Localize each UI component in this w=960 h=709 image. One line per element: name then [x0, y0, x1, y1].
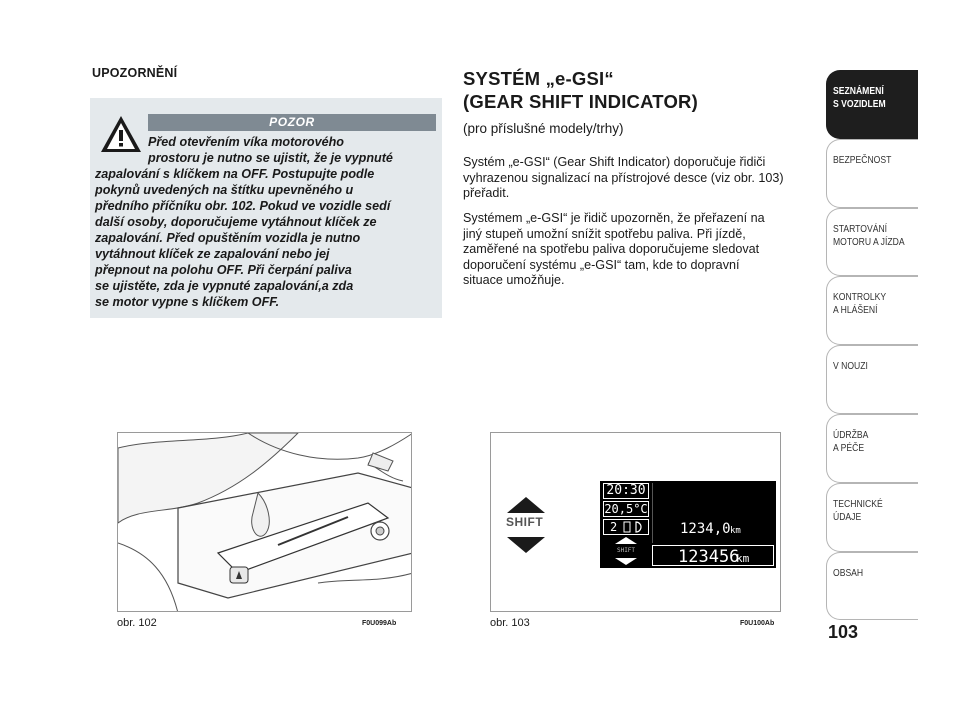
paragraph-1 [463, 155, 813, 202]
title-line-1: SYSTÉM „e-GSI“ [463, 68, 614, 89]
paragraph-line: jiný stupeň umožní snížit spotřebu paliva. Při jízdě, [463, 226, 746, 241]
warning-label: POZOR [148, 114, 436, 131]
warning-line: Před otevřením víka motorového [148, 135, 344, 149]
figure-102-engine-bay [117, 432, 412, 612]
tab-seznameni[interactable] [826, 70, 918, 139]
section-heading-upozorneni: UPOZORNĚNÍ [92, 66, 178, 80]
warning-line: se ujistěte, zda je vypnuté zapalování,a zda [95, 279, 354, 293]
paragraph-line: Systémem „e-GSI“ je řidič upozorněn, že přeřazení na [463, 211, 765, 225]
warning-text [95, 134, 440, 310]
figure-102-caption: obr. 102 [117, 617, 157, 629]
tab-v-nouzi[interactable] [826, 345, 918, 414]
tab-label: ÚDRŽBA [833, 428, 869, 441]
paragraph-2 [463, 211, 813, 289]
tab-label: ÚDAJE [833, 510, 862, 523]
small-shift-label: SHIFT [616, 547, 636, 554]
warning-line: prostoru je nutno se ujistit, že je vypnuté [148, 151, 393, 165]
tab-label: S VOZIDLEM [833, 98, 886, 110]
tab-technicke[interactable] [826, 483, 918, 552]
warning-line: předního příčníku obr. 102. Pokud ve vozidle sedí [95, 199, 391, 213]
paragraph-line: zaměřené na spotřebu paliva doporučujeme sledovat [463, 242, 760, 256]
display-trip-unit: km [730, 526, 741, 536]
tab-udrzba[interactable] [826, 414, 918, 483]
warning-line: přepnout na polohu OFF. Při čerpání paliva [95, 263, 352, 277]
display-trip: 1234,0 [680, 521, 731, 537]
warning-line: pokynů uvedených na štítku upevněného u [95, 183, 354, 197]
warning-line: zapalování s klíčkem na OFF. Postupujte podle [95, 167, 375, 181]
section-title [463, 67, 698, 113]
display-odo-unit: km [736, 552, 750, 565]
paragraph-line: situace umožňuje. [463, 273, 565, 287]
display-time: 20:30 [603, 483, 649, 499]
section-subtitle: (pro příslušné modely/trhy) [463, 121, 624, 136]
tab-startovani[interactable] [826, 208, 918, 277]
instrument-display [600, 481, 776, 568]
tab-label: BEZPEČNOST [833, 153, 892, 166]
tab-label: KONTROLKY [833, 291, 887, 304]
paragraph-line: vyhrazenou signalizací na přístrojové desce (viz obr. 103) [463, 170, 784, 185]
figure-103-code: F0U100Ab [740, 620, 775, 627]
paragraph-line: Systém „e-GSI“ (Gear Shift Indicator) doporučuje řidiči [463, 155, 766, 169]
figure-102-code: F0U099Ab [362, 620, 397, 627]
chapter-sidebar [826, 70, 918, 620]
display-odo: 123456 [678, 547, 740, 567]
title-line-2: (GEAR SHIFT INDICATOR) [463, 91, 698, 112]
warning-line: vytáhnout klíček ze zapalování nebo jej [95, 247, 330, 261]
tab-label: A PÉČE [833, 441, 865, 454]
tab-bezpecnost[interactable] [826, 139, 918, 208]
page-number: 103 [828, 622, 859, 642]
light-indicator-icon [622, 521, 646, 533]
display-gear: 2 [603, 519, 649, 535]
figure-103-caption: obr. 103 [490, 617, 530, 629]
tab-label: OBSAH [833, 566, 864, 579]
tab-label: SEZNÁMENÍ [833, 85, 884, 97]
paragraph-line: přeřadit. [463, 186, 510, 200]
paragraph-line: doporučení systému „e-GSI“ tam, kde to dopravní [463, 257, 740, 272]
warning-line: se motor vypne s klíčkem OFF. [95, 295, 280, 309]
tab-label: TECHNICKÉ [833, 497, 883, 510]
engine-bay-illustration [118, 433, 412, 612]
tab-obsah[interactable] [826, 552, 918, 621]
warning-line: zapalování. Před opuštěním vozidla je nutno [95, 231, 361, 245]
tab-label: A HLÁŠENÍ [833, 304, 878, 317]
tab-label: V NOUZI [833, 360, 868, 373]
tab-kontrolky[interactable] [826, 276, 918, 345]
display-temp: 20,5°C [604, 502, 648, 516]
tab-label: MOTORU A JÍZDA [833, 235, 905, 248]
warning-line: další osoby, doporučujeme vytáhnout klíček ze [95, 215, 377, 229]
tab-label: STARTOVÁNÍ [833, 222, 888, 235]
shift-label: SHIFT [506, 515, 544, 529]
